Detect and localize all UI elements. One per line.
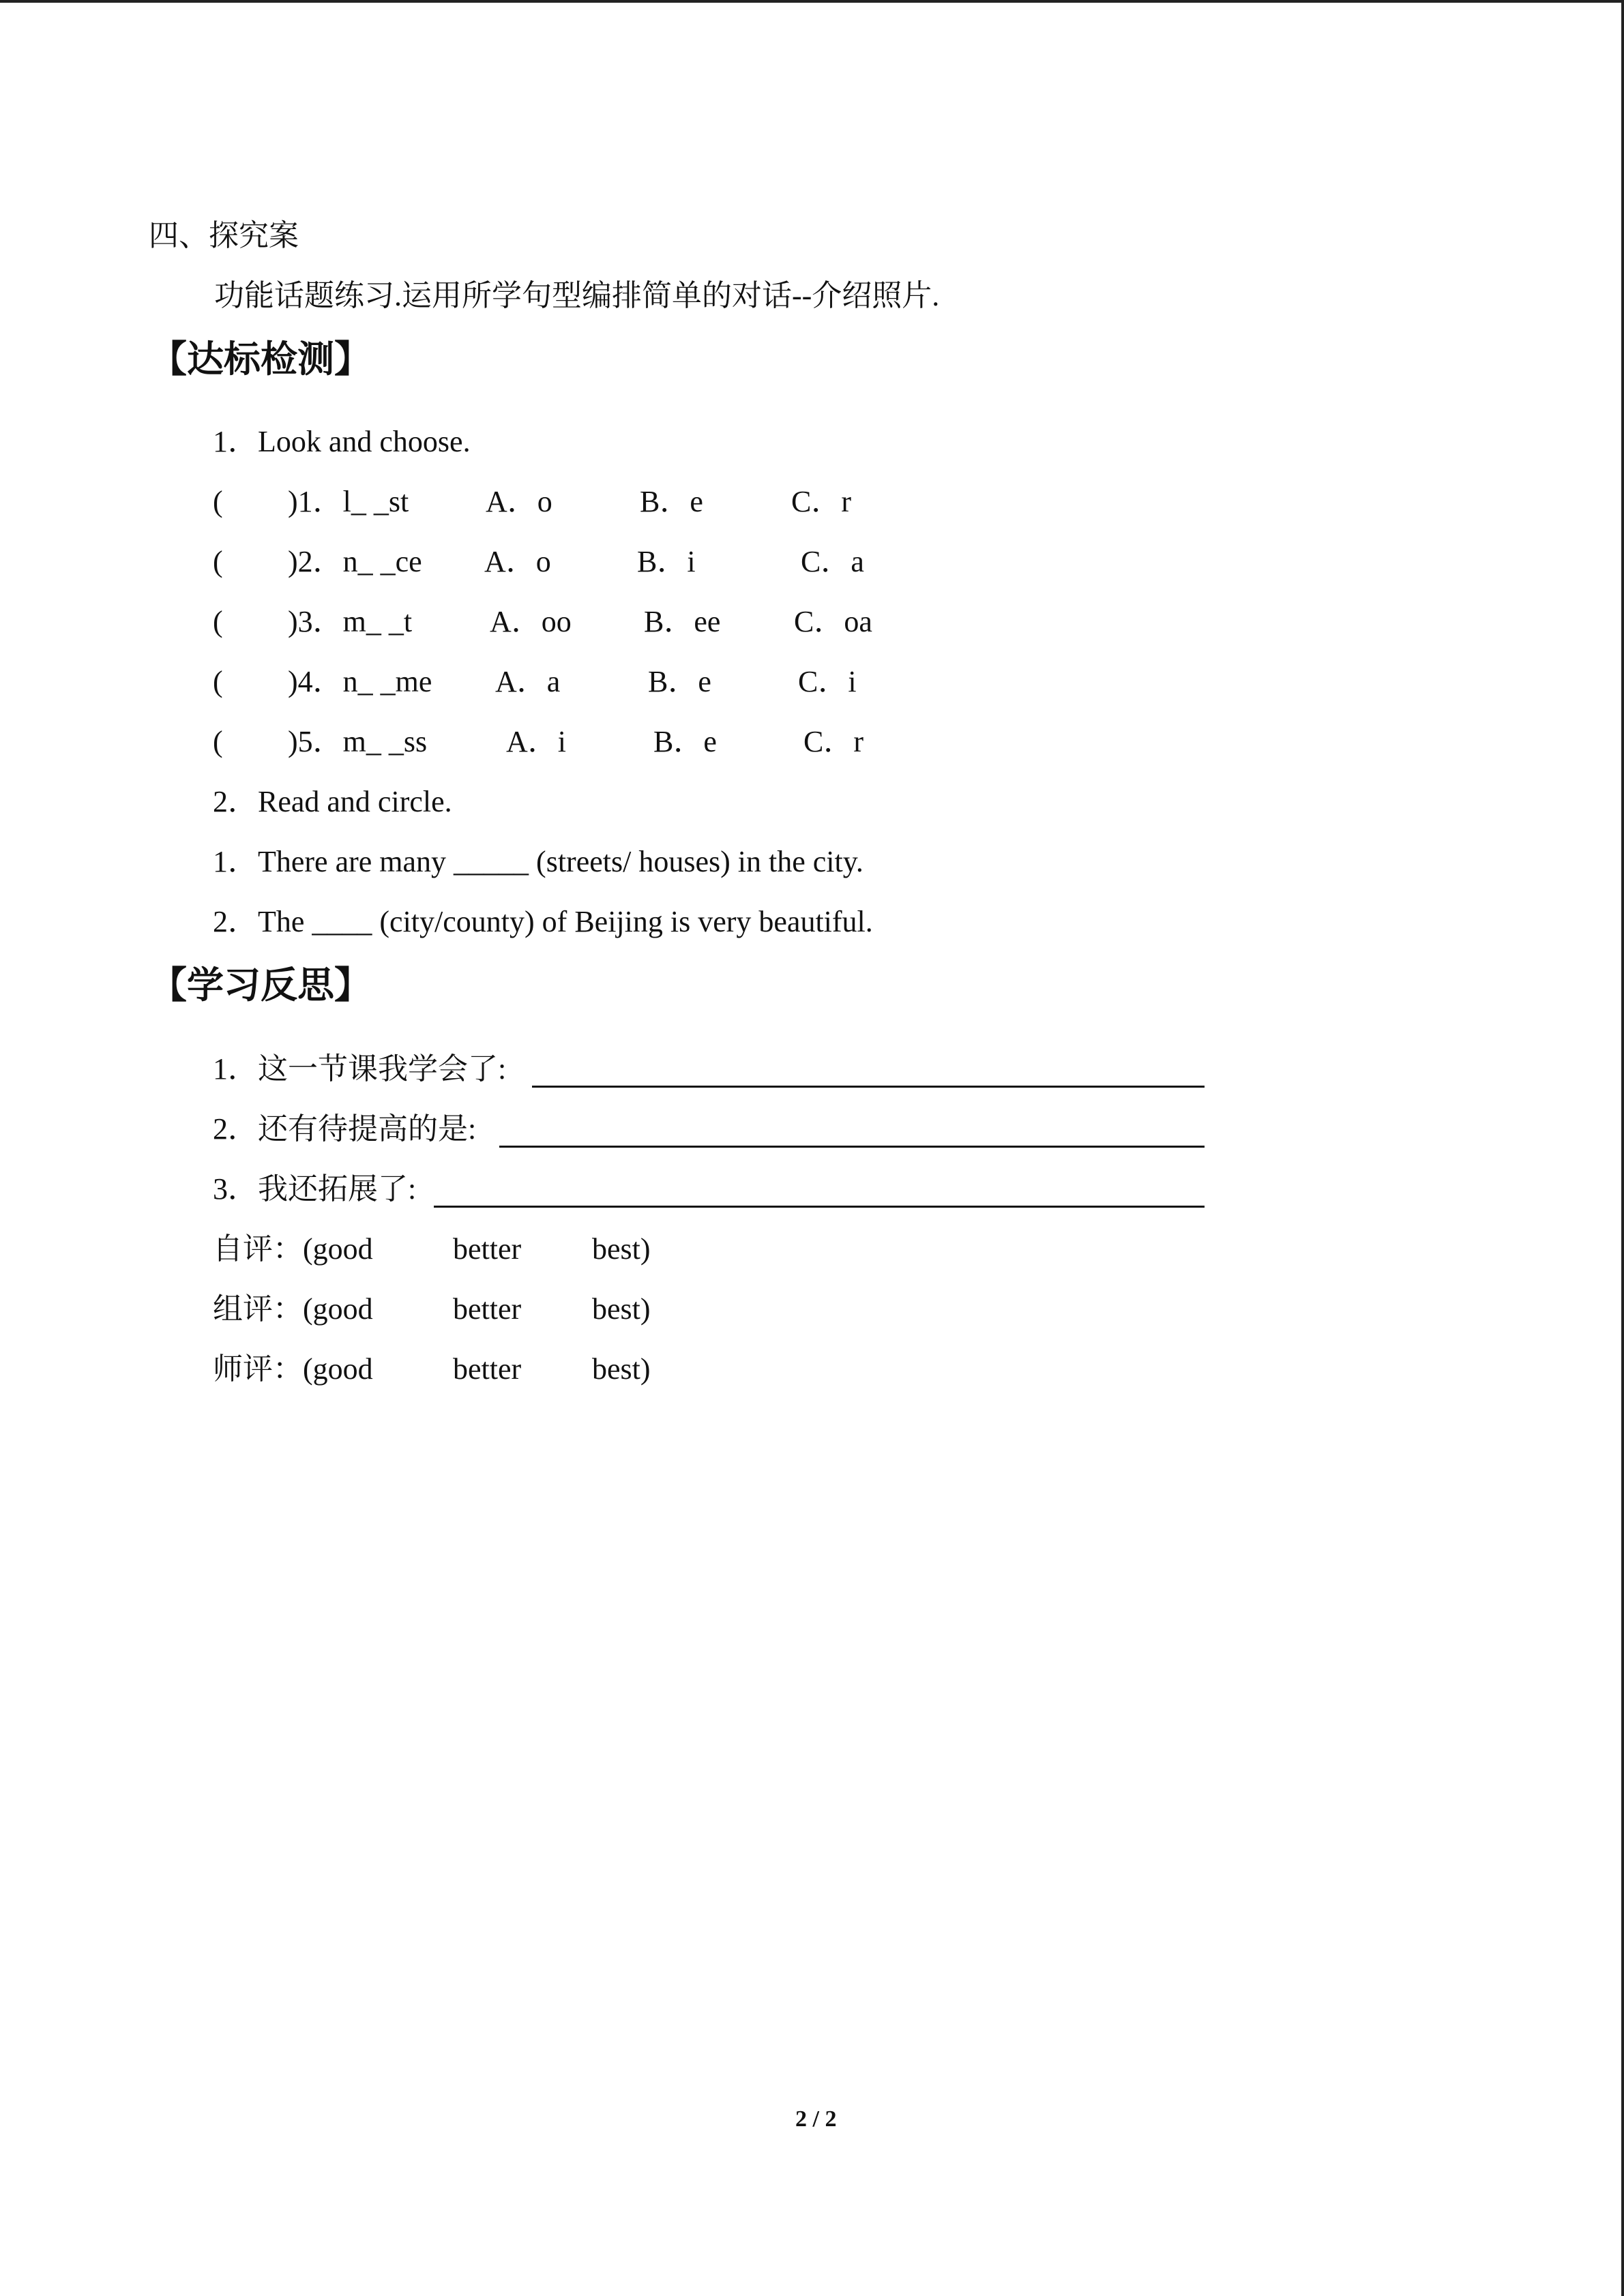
choice-row-2 bbox=[213, 541, 1031, 582]
choice-paren: ( bbox=[213, 725, 223, 758]
choice-option-c: C．oa bbox=[794, 605, 872, 638]
choice-option-c: C．i bbox=[798, 665, 857, 698]
rating-row-self bbox=[213, 1229, 758, 1270]
choice-option-a: A．o bbox=[484, 545, 551, 578]
answer-line-3[interactable] bbox=[434, 1206, 1205, 1208]
choice-row-1 bbox=[213, 481, 1031, 522]
choice-paren: ( bbox=[213, 485, 223, 518]
choice-option-b: B．e bbox=[648, 665, 711, 698]
rating-best: best) bbox=[592, 1292, 651, 1326]
choice-option-a: A．o bbox=[486, 485, 552, 518]
sentence-2: 2．The ____ (city/county) of Beijing is very beautiful. bbox=[213, 905, 873, 938]
choice-row-5 bbox=[213, 721, 1031, 762]
rating-better: better bbox=[453, 1352, 522, 1386]
heading-assessment: 【达标检测】 bbox=[150, 338, 371, 381]
choice-option-a: A．oo bbox=[490, 605, 572, 638]
choice-item: )5．m_ _ss bbox=[288, 725, 428, 758]
choice-option-b: B．i bbox=[637, 545, 696, 578]
choice-item: )4．n_ _me bbox=[288, 665, 432, 698]
rating-better: better bbox=[453, 1292, 522, 1326]
rating-label: 组评：(good bbox=[213, 1292, 373, 1326]
choice-paren: ( bbox=[213, 665, 223, 698]
choice-option-c: C．r bbox=[803, 725, 863, 758]
choice-item: )3．m_ _t bbox=[288, 605, 413, 638]
question-1-title: 1．Look and choose. bbox=[213, 425, 471, 458]
sentence-1: 1．There are many _____ (streets/ houses) in the city. bbox=[213, 845, 863, 878]
choice-row-4 bbox=[213, 661, 1031, 702]
choice-option-c: C．r bbox=[791, 485, 851, 518]
choice-item: )2．n_ _ce bbox=[288, 545, 422, 578]
answer-line-2[interactable] bbox=[499, 1146, 1205, 1148]
reflection-prompt-2: 2．还有待提高的是: bbox=[213, 1112, 477, 1146]
rating-label: 自评：(good bbox=[213, 1232, 373, 1266]
rating-label: 师评：(good bbox=[213, 1352, 373, 1386]
choice-row-3 bbox=[213, 601, 1031, 642]
rating-row-group bbox=[213, 1289, 758, 1330]
choice-option-b: B．ee bbox=[644, 605, 721, 638]
choice-option-b: B．e bbox=[653, 725, 717, 758]
rating-row-teacher bbox=[213, 1349, 758, 1390]
section-text-inquiry: 功能话题练习.运用所学句型编排简单的对话--介绍照片. bbox=[214, 279, 940, 312]
choice-option-a: A．i bbox=[506, 725, 566, 758]
question-2-title: 2．Read and circle. bbox=[213, 785, 452, 818]
reflection-prompt-3: 3．我还拓展了: bbox=[213, 1172, 417, 1206]
rating-best: best) bbox=[592, 1232, 651, 1266]
choice-item: )1．l_ _st bbox=[288, 485, 409, 518]
reflection-prompt-1: 1．这一节课我学会了: bbox=[213, 1052, 507, 1086]
section-title-inquiry: 四、探究案 bbox=[149, 219, 299, 252]
page-number: 2 / 2 bbox=[795, 2106, 837, 2132]
rating-better: better bbox=[453, 1232, 522, 1266]
rating-best: best) bbox=[592, 1352, 651, 1386]
choice-option-c: C．a bbox=[801, 545, 864, 578]
choice-option-a: A．a bbox=[495, 665, 561, 698]
answer-line-1[interactable] bbox=[532, 1086, 1205, 1088]
choice-paren: ( bbox=[213, 605, 223, 638]
choice-option-b: B．e bbox=[640, 485, 703, 518]
choice-paren: ( bbox=[213, 545, 223, 578]
heading-reflection: 【学习反思】 bbox=[150, 964, 371, 1007]
